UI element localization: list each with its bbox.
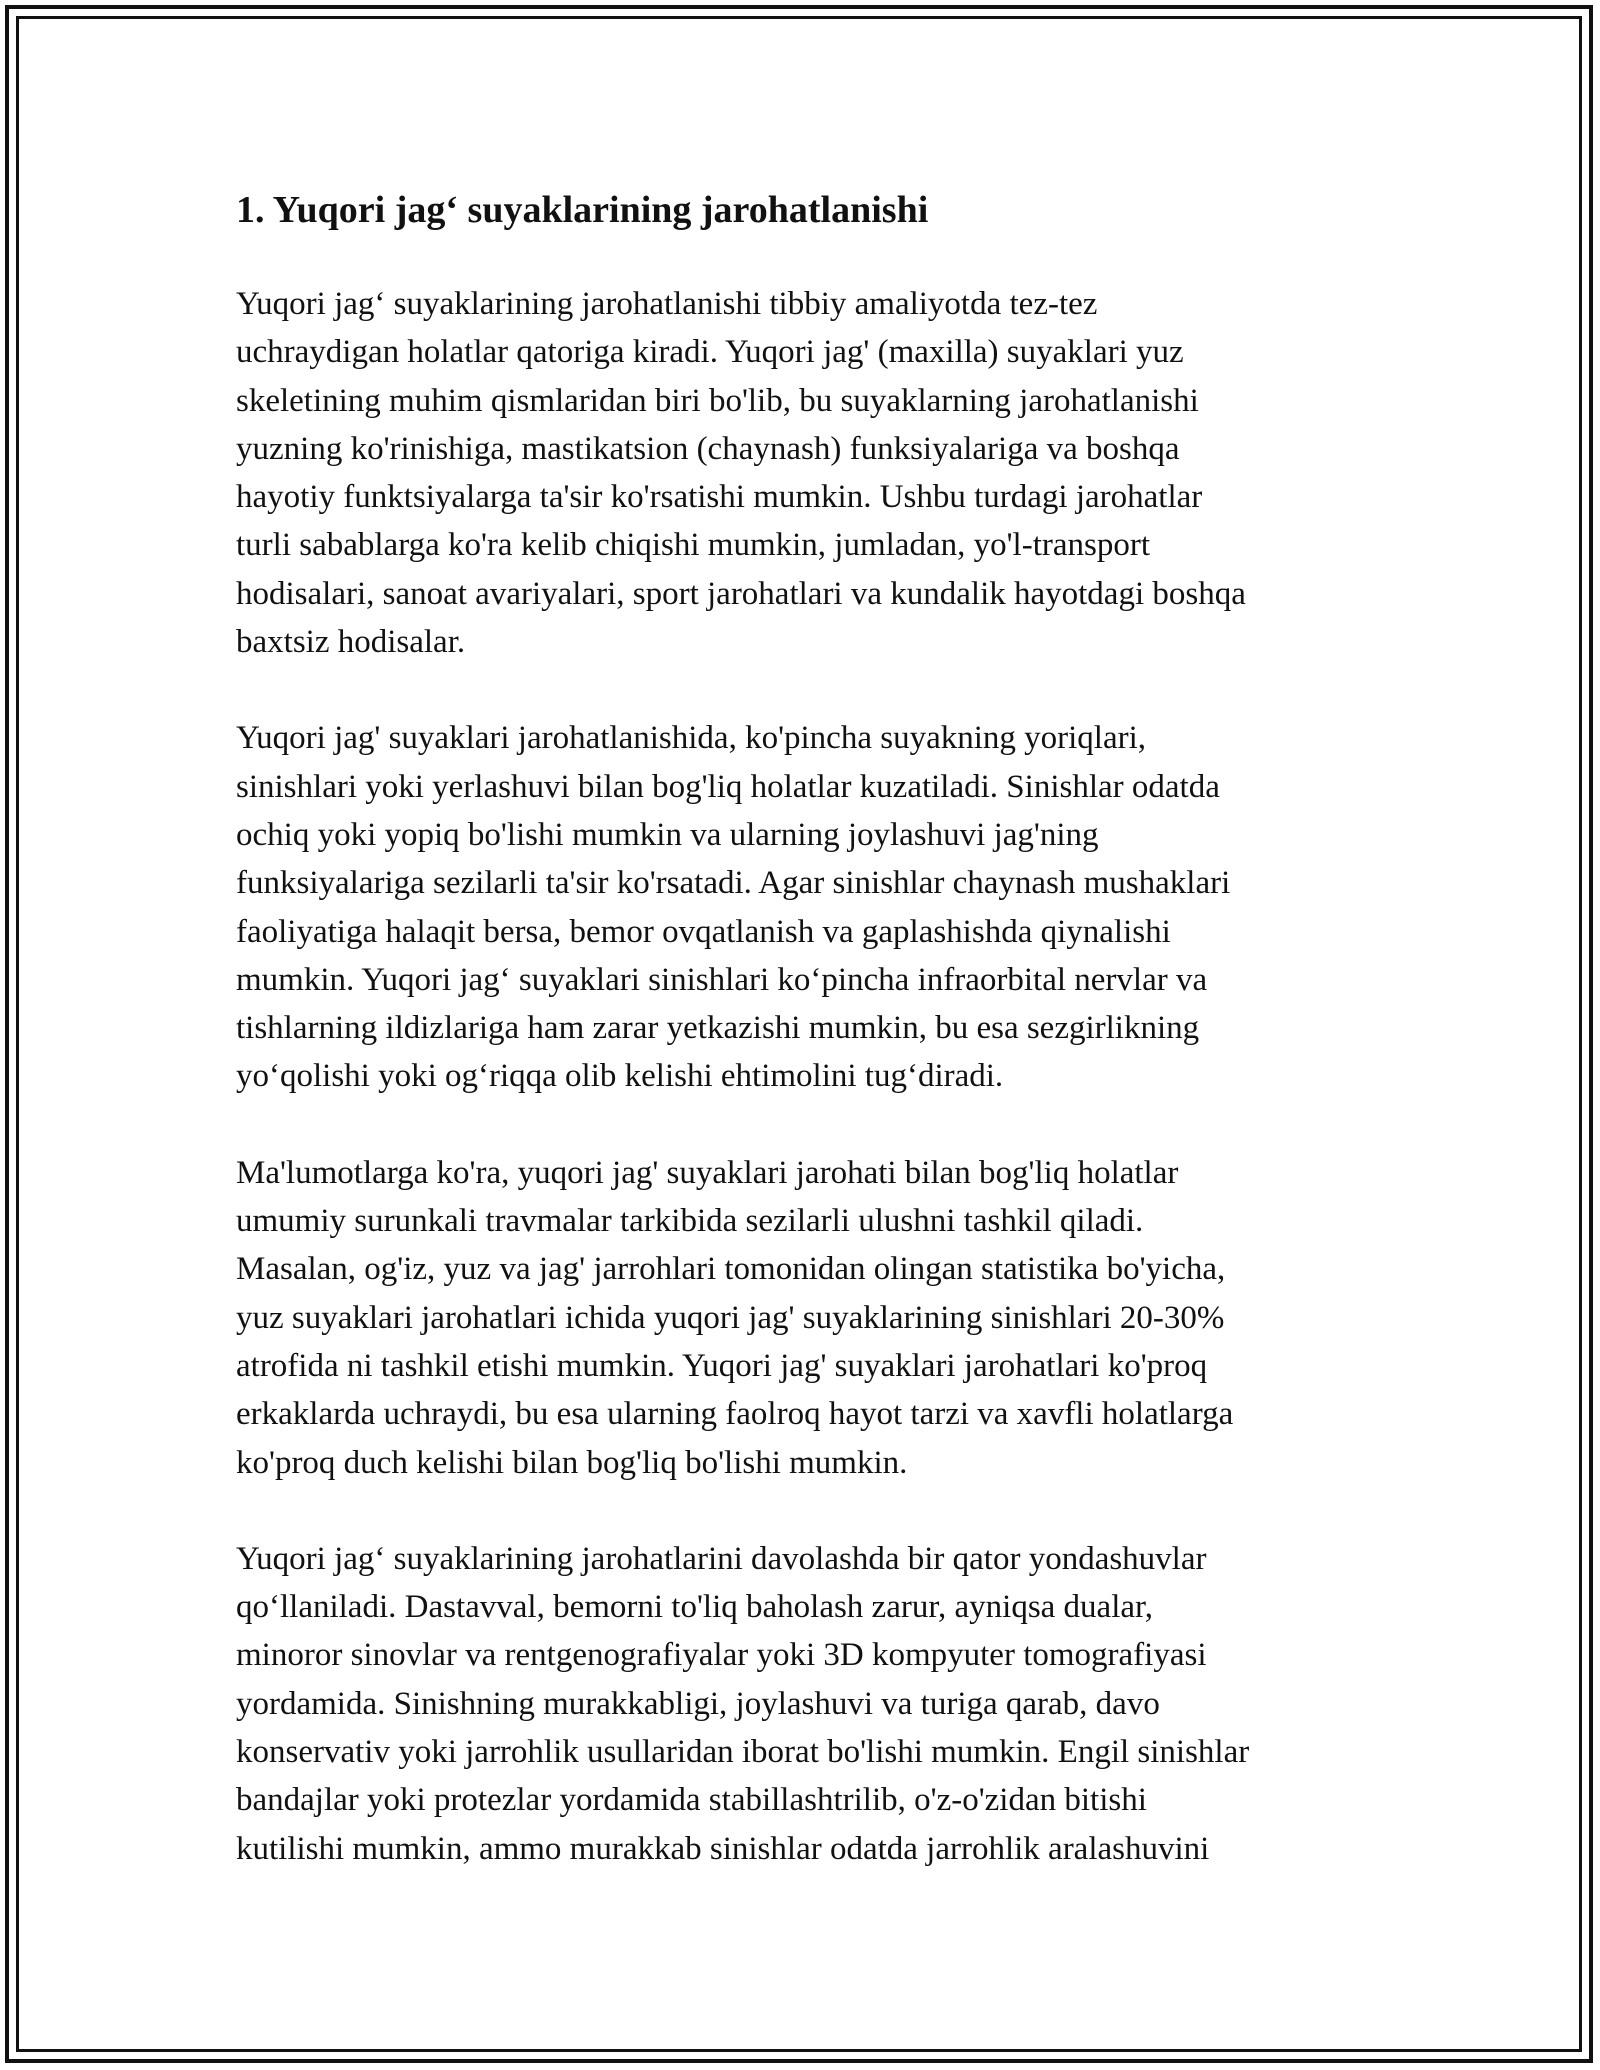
section-heading: 1. Yuqori jag‘ suyaklarining jarohatlanishi (236, 189, 929, 231)
text-line: Yuqori jag‘ suyaklarining jarohatlarini davolashda bir qator yondashuvlar (236, 1540, 1207, 1577)
paragraph-3 (236, 1149, 1376, 1487)
text-line: yuzning ko'rinishiga, mastikatsion (chaynash) funksiyalariga va boshqa (236, 430, 1180, 467)
text-line: yuz suyaklari jarohatlari ichida yuqori jag' suyaklarining sinishlari 20-30% (236, 1299, 1225, 1336)
text-line: kutilishi mumkin, ammo murakkab sinishlar odatda jarrohlik aralashuvini (236, 1830, 1210, 1867)
text-line: bandajlar yoki protezlar yordamida stabillashtrilib, o'z-o'zidan bitishi (236, 1782, 1147, 1819)
text-line: Yuqori jag' suyaklari jarohatlanishida, ko'pincha suyakning yoriqlari, (236, 720, 1147, 757)
text-line: konservativ yoki jarrohlik usullaridan iborat bo'lishi mumkin. Engil sinishlar (236, 1734, 1250, 1771)
text-line: hodisalari, sanoat avariyalari, sport jarohatlari va kundalik hayotdagi boshqa (236, 575, 1246, 612)
text-line: ko'proq duch kelishi bilan bog'liq bo'lishi mumkin. (236, 1444, 908, 1481)
text-line: tishlarning ildizlariga ham zarar yetkazishi mumkin, bu esa sezgirlikning (236, 1010, 1200, 1047)
text-line: baxtsiz hodisalar. (236, 624, 466, 661)
paragraph-4 (236, 1535, 1376, 1873)
text-line: skeletining muhim qismlaridan biri bo'lib, bu suyaklarning jarohatlanishi (236, 382, 1199, 419)
text-line: faoliyatiga halaqit bersa, bemor ovqatlanish va gaplashishda qiynalishi (236, 913, 1171, 950)
text-line: atrofida ni tashkil etishi mumkin. Yuqori jag' suyaklari jarohatlari ko'proq (236, 1347, 1208, 1384)
document-body (236, 180, 1376, 1921)
text-line: erkaklarda uchraydi, bu esa ularning faolroq hayot tarzi va xavfli holatlarga (236, 1396, 1234, 1433)
paragraph-1 (236, 280, 1376, 666)
paragraph-2 (236, 714, 1376, 1100)
text-line: yo‘qolishi yoki og‘riqqa olib kelishi ehtimolini tug‘diradi. (236, 1058, 1004, 1095)
text-line: turli sabablarga ko'ra kelib chiqishi mumkin, jumladan, yo'l-transport (236, 527, 1151, 564)
text-line: hayotiy funktsiyalarga ta'sir ko'rsatishi mumkin. Ushbu turdagi jarohatlar (236, 479, 1203, 516)
text-line: ochiq yoki yopiq bo'lishi mumkin va ularning joylashuvi jag'ning (236, 816, 1099, 853)
text-line: minoror sinovlar va rentgenografiyalar yoki 3D kompyuter tomografiyasi (236, 1637, 1207, 1674)
text-line: funksiyalariga sezilarli ta'sir ko'rsatadi. Agar sinishlar chaynash mushaklari (236, 865, 1231, 902)
text-line: Masalan, og'iz, yuz va jag' jarrohlari tomonidan olingan statistika bo'yicha, (236, 1251, 1226, 1288)
text-line: sinishlari yoki yerlashuvi bilan bog'liq holatlar kuzatiladi. Sinishlar odatda (236, 768, 1220, 805)
text-line: Yuqori jag‘ suyaklarining jarohatlanishi tibbiy amaliyotda tez-tez (236, 286, 1098, 322)
text-line: yordamida. Sinishning murakkabligi, joylashuvi va turiga qarab, davo (236, 1685, 1160, 1722)
text-line: umumiy surunkali travmalar tarkibida sezilarli ulushni tashkil qiladi. (236, 1203, 1144, 1240)
text-line: uchraydigan holatlar qatoriga kiradi. Yuqori jag' (maxilla) suyaklari yuz (236, 334, 1184, 371)
text-line: mumkin. Yuqori jag‘ suyaklari sinishlari ko‘pincha infraorbital nervlar va (236, 961, 1208, 998)
text-line: qo‘llaniladi. Dastavval, bemorni to'liq baholash zarur, ayniqsa dualar, (236, 1589, 1153, 1626)
text-line: Ma'lumotlarga ko'ra, yuqori jag' suyaklari jarohati bilan bog'liq holatlar (236, 1154, 1179, 1191)
